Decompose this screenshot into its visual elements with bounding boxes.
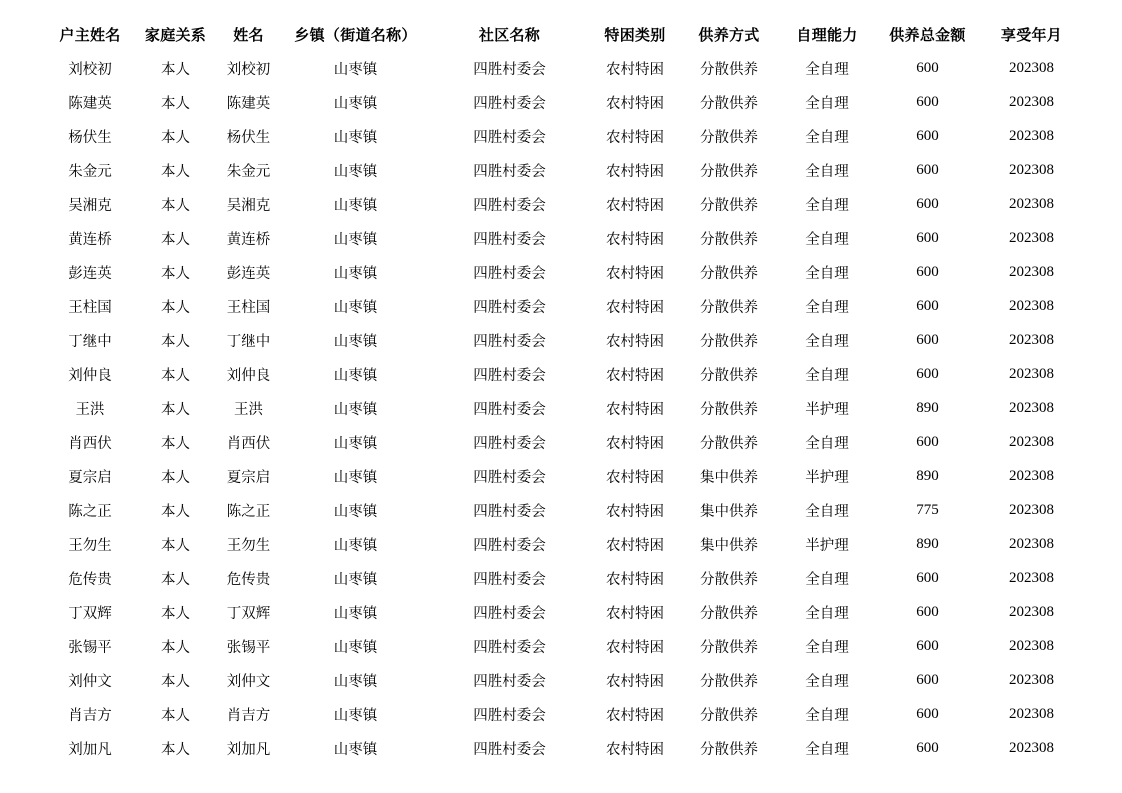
support-method-cell: 分散供养	[700, 333, 758, 350]
amount-cell: 600	[916, 365, 939, 382]
self-care-cell: 全自理	[805, 333, 849, 350]
township-cell: 山枣镇	[333, 163, 378, 180]
category-cell: 农村特困	[606, 367, 664, 384]
amount-cell: 600	[916, 93, 939, 110]
name-cell: 刘校初	[226, 61, 271, 78]
table-row	[42, 187, 1082, 221]
name-cell: 陈建英	[226, 95, 271, 112]
table-row	[42, 697, 1082, 731]
family-relation-cell: 本人	[161, 537, 190, 554]
amount-cell: 600	[916, 671, 939, 688]
name-cell: 陈之正	[226, 503, 271, 520]
township-cell: 山枣镇	[333, 741, 378, 758]
table-row	[42, 221, 1082, 255]
category-cell: 农村特困	[606, 401, 664, 418]
amount-cell: 600	[916, 127, 939, 144]
support-method-cell: 集中供养	[700, 469, 758, 486]
family-relation-cell: 本人	[161, 95, 190, 112]
support-method-cell: 分散供养	[700, 741, 758, 758]
category-cell: 农村特困	[606, 129, 664, 146]
head-of-household-cell: 杨伏生	[68, 129, 112, 146]
category-cell: 农村特困	[606, 265, 664, 282]
table-row	[42, 459, 1082, 493]
self-care-cell: 全自理	[805, 163, 849, 180]
family-relation-cell: 本人	[161, 639, 190, 656]
period-cell: 202308	[1009, 671, 1054, 688]
community-cell: 四胜村委会	[473, 469, 546, 486]
name-cell: 张锡平	[226, 639, 271, 656]
table-row	[42, 51, 1082, 85]
table-row	[42, 595, 1082, 629]
name-cell: 夏宗启	[226, 469, 271, 486]
name-cell: 刘仲文	[226, 673, 271, 690]
head-of-household-cell: 王洪	[75, 401, 105, 418]
amount-cell: 600	[916, 603, 939, 620]
township-cell: 山枣镇	[333, 333, 378, 350]
support-method-cell: 分散供养	[700, 639, 758, 656]
community-cell: 四胜村委会	[473, 197, 546, 214]
table-row	[42, 493, 1082, 527]
family-relation-cell: 本人	[161, 673, 190, 690]
period-cell: 202308	[1009, 535, 1054, 552]
column-header: 供养方式	[698, 25, 760, 44]
name-cell: 吴湘克	[226, 197, 271, 214]
column-header: 家庭关系	[144, 25, 207, 44]
head-of-household-cell: 刘加凡	[68, 741, 112, 758]
category-cell: 农村特困	[606, 163, 664, 180]
amount-cell: 600	[916, 569, 939, 586]
table-row	[42, 119, 1082, 153]
head-of-household-cell: 危传贵	[68, 571, 112, 588]
township-cell: 山枣镇	[333, 401, 378, 418]
head-of-household-cell: 陈建英	[68, 95, 112, 112]
township-cell: 山枣镇	[333, 469, 378, 486]
period-cell: 202308	[1009, 501, 1054, 518]
family-relation-cell: 本人	[161, 333, 190, 350]
township-cell: 山枣镇	[333, 231, 378, 248]
family-relation-cell: 本人	[161, 707, 190, 724]
family-relation-cell: 本人	[161, 469, 190, 486]
period-cell: 202308	[1009, 603, 1054, 620]
support-method-cell: 分散供养	[700, 163, 758, 180]
support-method-cell: 分散供养	[700, 435, 758, 452]
period-cell: 202308	[1009, 297, 1054, 314]
family-relation-cell: 本人	[161, 163, 190, 180]
community-cell: 四胜村委会	[473, 571, 546, 588]
head-of-household-cell: 肖吉方	[68, 707, 112, 724]
category-cell: 农村特困	[606, 469, 664, 486]
support-method-cell: 集中供养	[700, 537, 758, 554]
family-relation-cell: 本人	[161, 197, 190, 214]
township-cell: 山枣镇	[333, 197, 378, 214]
name-cell: 杨伏生	[226, 129, 271, 146]
head-of-household-cell: 王勿生	[68, 537, 112, 554]
name-cell: 肖西伏	[226, 435, 271, 452]
self-care-cell: 全自理	[805, 435, 849, 452]
support-method-cell: 分散供养	[700, 707, 758, 724]
family-relation-cell: 本人	[161, 571, 190, 588]
self-care-cell: 全自理	[805, 503, 849, 520]
community-cell: 四胜村委会	[473, 707, 546, 724]
family-relation-cell: 本人	[161, 265, 190, 282]
table-row	[42, 425, 1082, 459]
head-of-household-cell: 陈之正	[68, 503, 112, 520]
column-header: 特困类别	[604, 25, 666, 44]
community-cell: 四胜村委会	[473, 401, 546, 418]
category-cell: 农村特困	[606, 605, 664, 622]
name-cell: 危传贵	[226, 571, 271, 588]
head-of-household-cell: 王柱国	[68, 299, 112, 316]
head-of-household-cell: 丁双辉	[68, 605, 112, 622]
period-cell: 202308	[1009, 365, 1054, 382]
township-cell: 山枣镇	[333, 707, 378, 724]
self-care-cell: 全自理	[805, 673, 849, 690]
category-cell: 农村特困	[606, 95, 664, 112]
table-row	[42, 629, 1082, 663]
self-care-cell: 半护理	[805, 401, 849, 418]
head-of-household-cell: 刘仲文	[68, 673, 112, 690]
column-header: 供养总金额	[889, 25, 966, 44]
period-cell: 202308	[1009, 739, 1054, 756]
amount-cell: 600	[916, 297, 939, 314]
support-method-cell: 分散供养	[700, 265, 758, 282]
family-relation-cell: 本人	[161, 299, 190, 316]
community-cell: 四胜村委会	[473, 299, 546, 316]
community-cell: 四胜村委会	[473, 537, 546, 554]
community-cell: 四胜村委会	[473, 435, 546, 452]
table-row	[42, 323, 1082, 357]
support-method-cell: 分散供养	[700, 129, 758, 146]
header-row	[42, 17, 1082, 51]
township-cell: 山枣镇	[333, 537, 378, 554]
amount-cell: 600	[916, 229, 939, 246]
category-cell: 农村特困	[606, 503, 664, 520]
family-relation-cell: 本人	[161, 605, 190, 622]
period-cell: 202308	[1009, 433, 1054, 450]
community-cell: 四胜村委会	[473, 61, 546, 78]
period-cell: 202308	[1009, 93, 1054, 110]
support-method-cell: 分散供养	[700, 571, 758, 588]
name-cell: 丁双辉	[226, 605, 271, 622]
support-method-cell: 分散供养	[700, 673, 758, 690]
table-row	[42, 663, 1082, 697]
column-header: 享受年月	[1000, 25, 1063, 44]
community-cell: 四胜村委会	[473, 503, 546, 520]
head-of-household-cell: 朱金元	[68, 163, 112, 180]
period-cell: 202308	[1009, 705, 1054, 722]
support-method-cell: 分散供养	[700, 401, 758, 418]
column-header: 乡镇（街道名称）	[294, 25, 417, 44]
self-care-cell: 全自理	[805, 367, 849, 384]
support-method-cell: 分散供养	[700, 61, 758, 78]
township-cell: 山枣镇	[333, 605, 378, 622]
self-care-cell: 半护理	[805, 469, 849, 486]
category-cell: 农村特困	[606, 435, 664, 452]
family-relation-cell: 本人	[161, 503, 190, 520]
township-cell: 山枣镇	[333, 367, 378, 384]
table-row	[42, 731, 1082, 765]
head-of-household-cell: 吴湘克	[68, 197, 112, 214]
amount-cell: 600	[916, 739, 939, 756]
name-cell: 刘仲良	[226, 367, 271, 384]
relief-recipient-table	[42, 17, 1082, 765]
amount-cell: 600	[916, 195, 939, 212]
amount-cell: 600	[916, 59, 939, 76]
name-cell: 王洪	[234, 401, 263, 418]
head-of-household-cell: 刘校初	[68, 61, 112, 78]
category-cell: 农村特困	[606, 299, 664, 316]
community-cell: 四胜村委会	[473, 95, 546, 112]
column-header: 社区名称	[478, 25, 541, 44]
head-of-household-cell: 张锡平	[68, 639, 112, 656]
category-cell: 农村特困	[606, 231, 664, 248]
support-method-cell: 分散供养	[700, 95, 758, 112]
table-row	[42, 85, 1082, 119]
township-cell: 山枣镇	[333, 503, 378, 520]
self-care-cell: 全自理	[805, 299, 849, 316]
township-cell: 山枣镇	[333, 571, 378, 588]
category-cell: 农村特困	[606, 333, 664, 350]
support-method-cell: 集中供养	[700, 503, 758, 520]
period-cell: 202308	[1009, 637, 1054, 654]
amount-cell: 890	[916, 399, 939, 416]
community-cell: 四胜村委会	[473, 673, 546, 690]
category-cell: 农村特困	[606, 707, 664, 724]
category-cell: 农村特困	[606, 571, 664, 588]
table-row	[42, 391, 1082, 425]
column-header: 户主姓名	[59, 25, 121, 44]
community-cell: 四胜村委会	[473, 265, 546, 282]
self-care-cell: 全自理	[805, 741, 849, 758]
period-cell: 202308	[1009, 263, 1054, 280]
support-method-cell: 分散供养	[700, 197, 758, 214]
support-method-cell: 分散供养	[700, 605, 758, 622]
table-row	[42, 153, 1082, 187]
amount-cell: 775	[916, 501, 939, 518]
column-header: 姓名	[233, 25, 264, 44]
period-cell: 202308	[1009, 331, 1054, 348]
category-cell: 农村特困	[606, 639, 664, 656]
self-care-cell: 半护理	[805, 537, 849, 554]
family-relation-cell: 本人	[161, 367, 190, 384]
township-cell: 山枣镇	[333, 95, 378, 112]
township-cell: 山枣镇	[333, 61, 378, 78]
self-care-cell: 全自理	[805, 129, 849, 146]
table-row	[42, 289, 1082, 323]
support-method-cell: 分散供养	[700, 231, 758, 248]
amount-cell: 600	[916, 161, 939, 178]
head-of-household-cell: 刘仲良	[68, 367, 112, 384]
period-cell: 202308	[1009, 399, 1054, 416]
community-cell: 四胜村委会	[473, 333, 546, 350]
category-cell: 农村特困	[606, 537, 664, 554]
township-cell: 山枣镇	[333, 265, 378, 282]
name-cell: 黄连桥	[226, 231, 271, 248]
amount-cell: 890	[916, 467, 939, 484]
table-header	[42, 17, 1082, 51]
name-cell: 彭连英	[226, 265, 271, 282]
head-of-household-cell: 夏宗启	[68, 469, 112, 486]
period-cell: 202308	[1009, 467, 1054, 484]
period-cell: 202308	[1009, 59, 1054, 76]
self-care-cell: 全自理	[805, 61, 849, 78]
family-relation-cell: 本人	[161, 435, 190, 452]
township-cell: 山枣镇	[333, 673, 378, 690]
category-cell: 农村特困	[606, 673, 664, 690]
family-relation-cell: 本人	[161, 231, 190, 248]
self-care-cell: 全自理	[805, 95, 849, 112]
period-cell: 202308	[1009, 229, 1054, 246]
amount-cell: 600	[916, 331, 939, 348]
self-care-cell: 全自理	[805, 639, 849, 656]
name-cell: 丁继中	[226, 333, 271, 350]
self-care-cell: 全自理	[805, 571, 849, 588]
period-cell: 202308	[1009, 127, 1054, 144]
head-of-household-cell: 黄连桥	[68, 231, 112, 248]
name-cell: 朱金元	[226, 163, 271, 180]
name-cell: 王柱国	[226, 299, 271, 316]
township-cell: 山枣镇	[333, 129, 378, 146]
support-method-cell: 分散供养	[700, 299, 758, 316]
amount-cell: 600	[916, 433, 939, 450]
community-cell: 四胜村委会	[473, 605, 546, 622]
self-care-cell: 全自理	[805, 605, 849, 622]
self-care-cell: 全自理	[805, 265, 849, 282]
table-row	[42, 527, 1082, 561]
community-cell: 四胜村委会	[473, 741, 546, 758]
family-relation-cell: 本人	[161, 129, 190, 146]
period-cell: 202308	[1009, 195, 1054, 212]
amount-cell: 600	[916, 637, 939, 654]
township-cell: 山枣镇	[333, 435, 378, 452]
category-cell: 农村特困	[606, 741, 664, 758]
community-cell: 四胜村委会	[473, 231, 546, 248]
head-of-household-cell: 丁继中	[68, 333, 112, 350]
self-care-cell: 全自理	[805, 707, 849, 724]
support-method-cell: 分散供养	[700, 367, 758, 384]
community-cell: 四胜村委会	[473, 163, 546, 180]
self-care-cell: 全自理	[805, 231, 849, 248]
name-cell: 王勿生	[226, 537, 271, 554]
period-cell: 202308	[1009, 161, 1054, 178]
amount-cell: 890	[916, 535, 939, 552]
amount-cell: 600	[916, 705, 939, 722]
family-relation-cell: 本人	[161, 741, 190, 758]
category-cell: 农村特困	[606, 61, 664, 78]
column-header: 自理能力	[796, 25, 858, 44]
amount-cell: 600	[916, 263, 939, 280]
head-of-household-cell: 肖西伏	[68, 435, 112, 452]
table-row	[42, 357, 1082, 391]
family-relation-cell: 本人	[161, 61, 190, 78]
community-cell: 四胜村委会	[473, 367, 546, 384]
period-cell: 202308	[1009, 569, 1054, 586]
name-cell: 刘加凡	[226, 741, 271, 758]
township-cell: 山枣镇	[333, 299, 378, 316]
self-care-cell: 全自理	[805, 197, 849, 214]
table-row	[42, 561, 1082, 595]
table-row	[42, 255, 1082, 289]
township-cell: 山枣镇	[333, 639, 378, 656]
community-cell: 四胜村委会	[473, 129, 546, 146]
name-cell: 肖吉方	[226, 707, 271, 724]
family-relation-cell: 本人	[161, 401, 190, 418]
community-cell: 四胜村委会	[473, 639, 546, 656]
category-cell: 农村特困	[606, 197, 664, 214]
table-body	[42, 51, 1082, 765]
head-of-household-cell: 彭连英	[68, 265, 112, 282]
